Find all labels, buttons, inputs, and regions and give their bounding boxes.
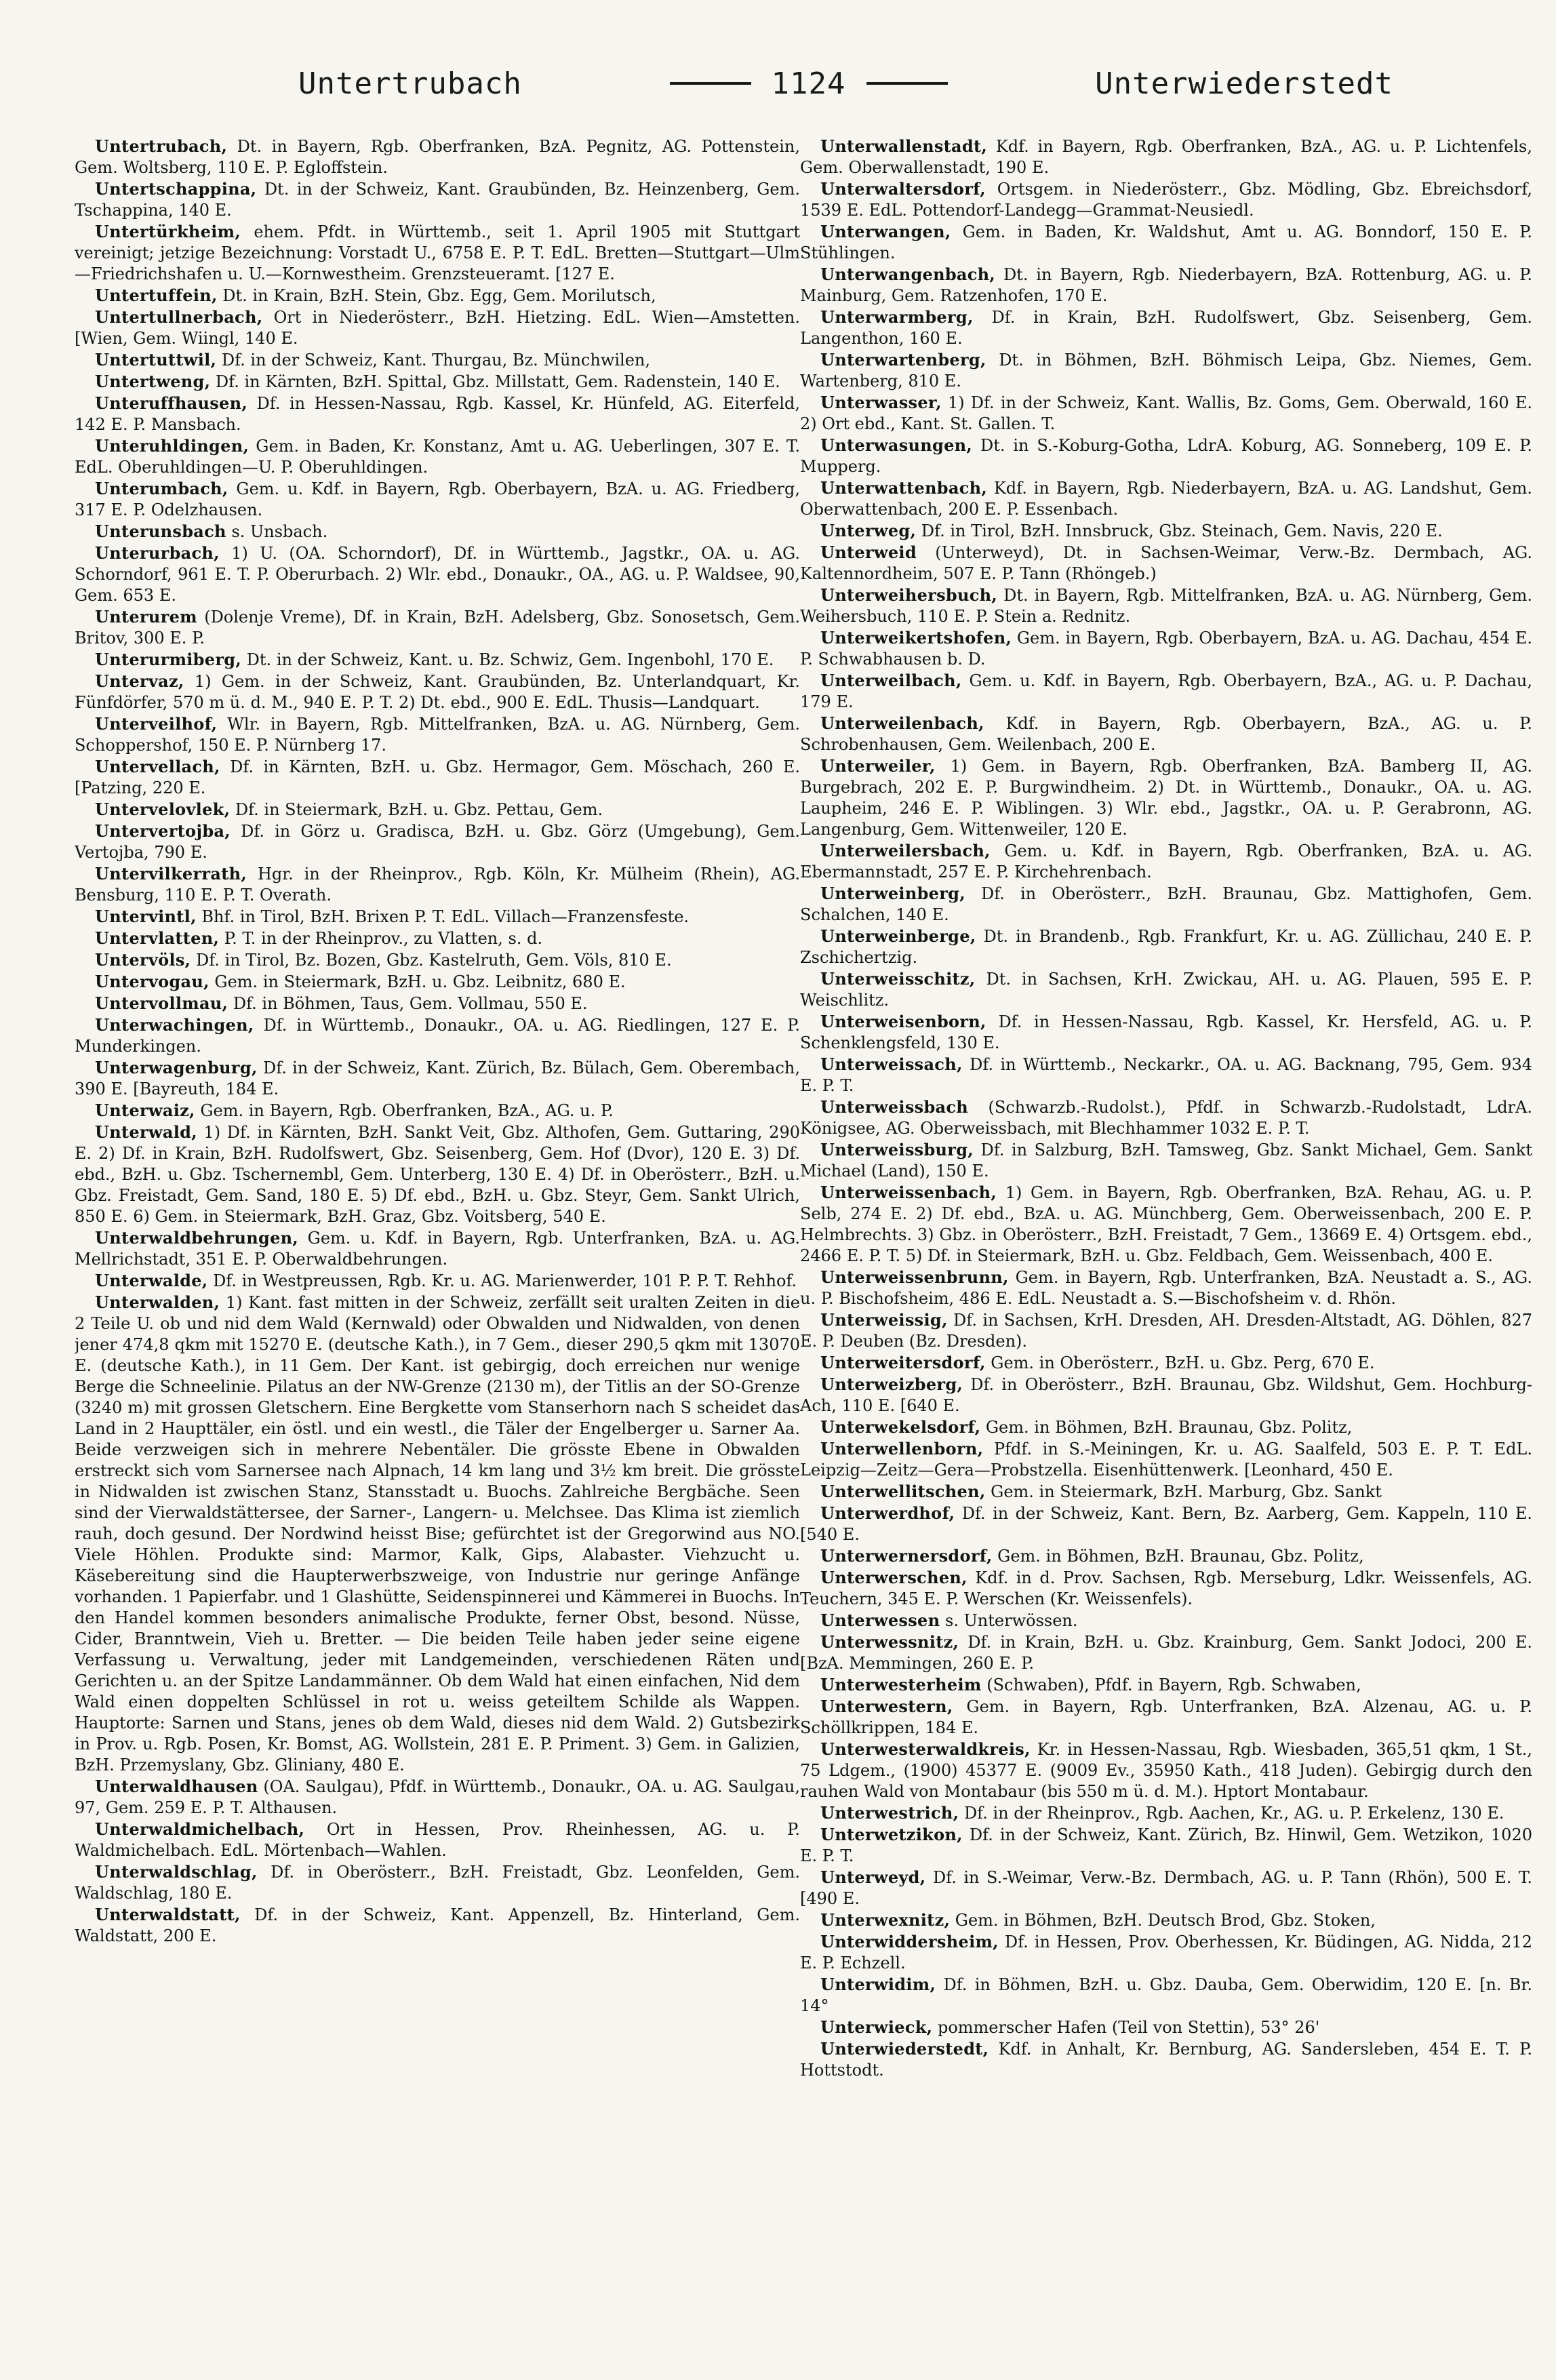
- gazetteer-entry: [75, 542, 800, 606]
- entry-text: Ortsgem. in Niederösterr., Gbz. Mödling, Gbz. Ebreichsdorf, 1539 E. EdL. Pottendorf-Landegg—Grammat-Neusiedl.: [800, 180, 1532, 220]
- gazetteer-entry: [800, 1909, 1532, 1931]
- entry-text: Wlr. in Bayern, Rgb. Mittelfranken, BzA. u. AG. Nürnberg, Gem. Schoppershof, 150 E. P. Nürnberg 17.: [75, 715, 800, 755]
- entry-text: (Unterweyd), Dt. in Sachsen-Weimar, Verw.-Bz. Dermbach, AG. Kaltennordheim, 507 E. P. Tann (Rhöngeb.): [800, 543, 1532, 583]
- entry-text: 1) Df. in Kärnten, BzH. Sankt Veit, Gbz. Althofen, Gem. Guttaring, 290 E. 2) Df. in Krain, BzH. Rudolfswert, Gbz. Seisenberg, Gem. Hof (Dvor), 120 E. 3) Df. ebd., BzH. u. Gbz. Tschernembl, Gem. Unterberg, 130 E. 4) Df. in Oberösterr., BzH. u. Gbz. Freistadt, Gem. Sand, 180 E. 5) Df. ebd., BzH. u. Gbz. Steyr, Gem. Sankt Ulrich, 850 E. 6) Gem. in Steiermark, BzH. Graz, Gbz. Voitsberg, 540 E.: [75, 1123, 800, 1226]
- entry-headword: Unterwalden,: [95, 1292, 220, 1312]
- gazetteer-entry: [800, 1267, 1532, 1309]
- gazetteer-entry: [800, 968, 1532, 1011]
- entry-text: Df. in Württemb., Donaukr., OA. u. AG. Riedlingen, 127 E. P. Munderkingen.: [75, 1016, 800, 1056]
- gazetteer-entry: [75, 349, 800, 371]
- entry-headword: Unteruffhausen,: [95, 393, 248, 413]
- entry-headword: Untervertojba,: [95, 821, 231, 841]
- entry-text: Df. in Oberösterr., BzH. Braunau, Gbz. Wildshut, Gem. Hochburg-Ach, 110 E. [640 E.: [800, 1375, 1532, 1415]
- entry-text: Df. in Salzburg, BzH. Tamsweg, Gbz. Sankt Michael, Gem. Sankt Michael (Land), 150 E.: [800, 1141, 1532, 1181]
- entry-headword: Unterumbach,: [95, 479, 228, 498]
- gazetteer-entry: [75, 1122, 800, 1227]
- gazetteer-entry: [800, 1503, 1532, 1545]
- entry-headword: Untervogau,: [95, 972, 210, 991]
- gazetteer-entry: [75, 478, 800, 521]
- entry-headword: Unterurmiberg,: [95, 650, 242, 669]
- entry-text: 1) U. (OA. Schorndorf), Df. in Württemb., Jagstkr., OA. u. AG. Schorndorf, 961 E. T. P. Oberurbach. 2) Wlr. ebd., Donaukr., OA., AG. u. P. Waldsee, 90, Gem. 653 E.: [75, 544, 800, 605]
- gazetteer-entry: [800, 178, 1532, 221]
- entry-headword: Unterweihersbuch,: [820, 585, 998, 605]
- gazetteer-entry: [75, 1819, 800, 1861]
- entry-text: Df. in der Schweiz, Kant. Zürich, Bz. Hinwil, Gem. Wetzikon, 1020 E. P. T.: [800, 1825, 1532, 1865]
- entry-headword: Untervellach,: [95, 757, 220, 776]
- gazetteer-entry: [800, 713, 1532, 755]
- right-column: [800, 136, 1532, 2305]
- entry-text: Kdf. in Bayern, Rgb. Oberbayern, BzA., AG. u. P. Schrobenhausen, Gem. Weilenbach, 200 E.: [800, 714, 1532, 754]
- entry-text: Df. in Kärnten, BzH. Spittal, Gbz. Millstatt, Gem. Radenstein, 140 E.: [215, 372, 780, 391]
- gazetteer-entry: [800, 1610, 1532, 1631]
- entry-headword: Untertrubach,: [95, 136, 228, 156]
- entry-headword: Unterweinberge,: [820, 926, 976, 946]
- entry-text: (Schwaben), Pfdf. in Bayern, Rgb. Schwaben,: [986, 1675, 1361, 1694]
- gazetteer-entry: [800, 1309, 1532, 1352]
- gazetteer-entry: [800, 1802, 1532, 1824]
- entry-headword: Unterwasser,: [820, 393, 942, 412]
- entry-text: Gem. u. Kdf. in Bayern, Rgb. Unterfranken, BzA. u. AG. Mellrichstadt, 351 E. P. Oberwaldbehrungen.: [75, 1229, 800, 1269]
- entry-headword: Untervintl,: [95, 907, 197, 926]
- entry-text: Gem. in Bayern, Rgb. Unterfranken, BzA. Neustadt a. S., AG. u. P. Bischofsheim, 486 E. EdL. Neustadt a. S.—Bischofsheim v. d. Rhön.: [800, 1268, 1532, 1308]
- gazetteer-entry: [800, 926, 1532, 968]
- gazetteer-entry: [75, 949, 800, 971]
- gazetteer-entry: [75, 178, 800, 221]
- header-rule-left: [670, 82, 751, 85]
- gazetteer-entry: [75, 649, 800, 671]
- entry-text: Df. in Krain, BzH. Rudolfswert, Gbz. Seisenberg, Gem. Langenthon, 160 E.: [800, 308, 1532, 348]
- gazetteer-entry: [75, 1904, 800, 1947]
- entry-text: (Schwarzb.-Rudolst.), Pfdf. in Schwarzb.-Rudolstadt, LdrA. Königsee, AG. Oberweissbach, mit Blechhammer 1032 E. P. T.: [800, 1098, 1532, 1138]
- gazetteer-entry: [800, 1824, 1532, 1867]
- entry-text: Gem. in Oberösterr., BzH. u. Gbz. Perg, 670 E.: [991, 1353, 1375, 1372]
- gazetteer-entry: [75, 136, 800, 178]
- entry-text: Df. in Oberösterr., BzH. Freistadt, Gbz. Leonfelden, Gem. Waldschlag, 180 E.: [75, 1863, 800, 1903]
- entry-text: 1) Gem. in der Schweiz, Kant. Graubünden, Bz. Unterlandquart, Kr. Fünfdörfer, 570 m ü. d. M., 940 E. P. T. 2) Dt. ebd., 900 E. EdL. Thusis—Landquart.: [75, 672, 800, 712]
- page-header: [298, 53, 1393, 114]
- gazetteer-entry: [800, 349, 1532, 392]
- entry-text: Df. in Görz u. Gradisca, BzH. u. Gbz. Görz (Umgebung), Gem. Vertojba, 790 E.: [75, 822, 800, 862]
- gazetteer-entry: [800, 1631, 1532, 1674]
- gazetteer-entry: [800, 627, 1532, 670]
- gazetteer-entry: [800, 1374, 1532, 1416]
- gazetteer-entry: [800, 1931, 1532, 1974]
- entry-text: 1) Gem. in Bayern, Rgb. Oberfranken, BzA. Bamberg II, AG. Burgebrach, 202 E. P. Burgwindheim. 2) Dt. in Württemb., Donaukr., OA. u. AG. Laupheim, 246 E. P. Wiblingen. 3) Wlr. ebd., Jagstkr., OA. u. P. Gerabronn, AG. Langenburg, Gem. Wittenweiler, 120 E.: [800, 757, 1532, 839]
- entry-headword: Unterwagenburg,: [95, 1058, 258, 1077]
- gazetteer-entry: [75, 606, 800, 649]
- gazetteer-entry: [75, 221, 800, 285]
- entry-text: Gem. in Böhmen, BzH. Deutsch Brod, Gbz. Stoken,: [955, 1911, 1376, 1930]
- entry-text: Df. in Hessen, Prov. Oberhessen, Kr. Büdingen, AG. Nidda, 212 E. P. Echzell.: [800, 1932, 1532, 1972]
- entry-headword: Unterweilersbach,: [820, 841, 991, 860]
- entry-headword: Unterwalde,: [95, 1271, 208, 1290]
- entry-text: Kdf. in d. Prov. Sachsen, Rgb. Merseburg, Ldkr. Weissenfels, AG. Teuchern, 345 E. P. Werschen (Kr. Weissenfels).: [800, 1568, 1532, 1608]
- entry-headword: Unterweid: [820, 542, 917, 562]
- entry-headword: Unterweg,: [820, 521, 917, 540]
- gazetteer-entry: [75, 371, 800, 393]
- entry-text: Kdf. in Bayern, Rgb. Oberfranken, BzA., AG. u. P. Lichtenfels, Gem. Oberwallenstadt, 190 E.: [800, 137, 1532, 177]
- gazetteer-entry: [800, 542, 1532, 584]
- entry-text: Gem. in Böhmen, BzH. Braunau, Gbz. Politz,: [985, 1418, 1353, 1437]
- gazetteer-entry: [800, 392, 1532, 435]
- gazetteer-entry: [800, 1139, 1532, 1182]
- entry-text: Gem. in Baden, Kr. Konstanz, Amt u. AG. Ueberlingen, 307 E. T. EdL. Oberuhldingen—U. P. Oberuhldingen.: [75, 437, 800, 477]
- gazetteer-entry: [800, 264, 1532, 306]
- entry-headword: Unterweisenborn,: [820, 1012, 986, 1031]
- gazetteer-entry: [800, 1438, 1532, 1481]
- gazetteer-entry: [800, 477, 1532, 520]
- entry-headword: Untertullnerbach,: [95, 307, 263, 327]
- entry-headword: Unterwerschen,: [820, 1568, 967, 1587]
- entry-text: Df. in Tirol, BzH. Innsbruck, Gbz. Steinach, Gem. Navis, 220 E.: [921, 521, 1443, 540]
- entry-headword: Unterwaiz,: [95, 1100, 195, 1120]
- header-rule-right: [866, 82, 948, 85]
- entry-headword: Unterweissbach: [820, 1097, 969, 1117]
- entry-text: Dt. in Krain, BzH. Stein, Gbz. Egg, Gem. Morilutsch,: [222, 286, 656, 305]
- entry-text: Dt. in Bayern, Rgb. Mittelfranken, BzA. u. AG. Nürnberg, Gem. Weihersbuch, 110 E. P. Stein a. Rednitz.: [800, 586, 1532, 626]
- gazetteer-entry: [75, 906, 800, 928]
- gazetteer-entry: [800, 520, 1532, 542]
- entry-headword: Unterwallenstadt,: [820, 136, 988, 156]
- entry-headword: Unterwieck,: [820, 2017, 933, 2037]
- entry-text: Bhf. in Tirol, BzH. Brixen P. T. EdL. Villach—Franzensfeste.: [201, 907, 690, 926]
- entry-text: Dt. in S.-Koburg-Gotha, LdrA. Koburg, AG. Sonneberg, 109 E. P. Mupperg.: [800, 436, 1532, 476]
- entry-text: Ort in Hessen, Prov. Rheinhessen, AG. u. P. Waldmichelbach. EdL. Mörtenbach—Wahlen.: [75, 1820, 800, 1860]
- header-right-word: Unterwiederstedt: [1095, 66, 1393, 101]
- entry-text: P. T. in der Rheinprov., zu Vlatten, s. d.: [224, 929, 543, 948]
- entry-text: Df. in der Schweiz, Kant. Thurgau, Bz. Münchwilen,: [221, 351, 650, 370]
- entry-headword: Unterweikertshofen,: [820, 628, 1012, 648]
- entry-text: Gem. in Bayern, Rgb. Oberbayern, BzA. u. AG. Dachau, 454 E. P. Schwabhausen b. D.: [800, 629, 1532, 669]
- gazetteer-entry: [800, 1867, 1532, 1909]
- entry-headword: Unterurem: [95, 607, 197, 627]
- gazetteer-entry: [800, 1481, 1532, 1503]
- entry-text: 1) Kant. fast mitten in der Schweiz, zerfällt seit uralten Zeiten in die 2 Teile U. ob und nid dem Wald (Kernwald) oder Obwalden und Nidwalden, von denen jener 474,8 qkm mit 15270 E. (deutsche Kath.), in 7 Gem., dieser 290,5 qkm mit 13070 E. (deutsche Kath.), in 11 Gem. Der Kant. ist gebirgig, doch erreichen nur wenige Berge die Schneelinie. Pilatus an der NW-Grenze (2130 m), der Titlis an der SO-Grenze (3240 m) mit grossen Gletschern. Eine Bergkette vom Stanserhorn nach S scheidet das Land in 2 Haupttäler, ein östl. und ein westl., die Täler der Engelberger u. Sarner Aa. Beide verzweigen sich in mehrere Nebentäler. Die grösste Ebene in Obwalden erstreckt sich vom Sarnersee nach Alpnach, 14 km lang und 3½ km breit. Die grösste in Nidwalden ist zwischen Stanz, Stansstadt u. Buochs. Zahlreiche Bergbäche. Seen sind der Vierwaldstättersee, der Sarner-, Langern- u. Melchsee. Das Klima ist ziemlich rauh, doch gesund. Der Nordwind heisst Bise; gefürchtet ist der Gregorwind aus NO. Viele Höhlen. Produkte sind: Marmor, Kalk, Gips, Alabaster. Viehzucht u. Käsebereitung sind die Haupterwerbszweige, von Industrie nur geringe Anfänge vorhanden. 1 Papierfabr. und 1 Glashütte, Seidenspinnerei und Kämmerei in Buochs. In den Handel kommen besonders animalische Produkte, ferner Obst, besond. Nüsse, Cider, Branntwein, Vieh u. Bretter. — Die beiden Teile haben jeder seine eigene Verfassung u. Verwaltung, jeder mit Landgemeinden, verschiedenen Räten und Gerichten u. an der Spitze Landammänner. Ob dem Wald hat einen einfachen, Nid dem Wald einen doppelten Schlüssel in rot u. weiss geteiltem Schilde als Wappen. Hauptorte: Sarnen und Stans, jenes ob dem Wald, dieses nid dem Wald. 2) Gutsbezirk in Prov. u. Rgb. Posen, Kr. Bomst, AG. Wollstein, 281 E. P. Priment. 3) Gem. in Galizien, BzH. Przemyslany, Gbz. Gliniany, 480 E.: [75, 1293, 800, 1774]
- entry-headword: Unterwiddersheim,: [820, 1932, 999, 1951]
- entry-text: Gem. u. Kdf. in Bayern, Rgb. Oberfranken, BzA. u. AG. Ebermannstadt, 257 E. P. Kirchehrenbach.: [800, 841, 1532, 881]
- entry-headword: Unterwattenbach,: [820, 478, 988, 498]
- gazetteer-entry: [75, 671, 800, 713]
- left-column: [75, 136, 800, 2305]
- entry-headword: Untervöls,: [95, 950, 191, 970]
- entry-headword: Untervlatten,: [95, 928, 220, 948]
- entry-headword: Unterunsbach: [95, 521, 226, 541]
- entry-headword: Untervilkerrath,: [95, 864, 247, 884]
- entry-headword: Unterwekelsdorf,: [820, 1417, 981, 1437]
- entry-headword: Unterwangenbach,: [820, 264, 996, 284]
- gazetteer-entry: [75, 993, 800, 1014]
- gazetteer-entry: [800, 136, 1532, 178]
- entry-headword: Unterwerdhof,: [820, 1503, 955, 1523]
- entry-headword: Untertschappina,: [95, 179, 257, 199]
- entry-headword: Untertweng,: [95, 372, 211, 391]
- entry-headword: Unterwestern,: [820, 1697, 953, 1716]
- gazetteer-entry: [75, 820, 800, 863]
- gazetteer-entry: [75, 1100, 800, 1122]
- entry-text: Df. in Hessen-Nassau, Rgb. Kassel, Kr. Hersfeld, AG. u. P. Schenklengsfeld, 130 E.: [800, 1012, 1532, 1052]
- page-number: 1124: [771, 66, 846, 101]
- entry-text: Gem. u. Kdf. in Bayern, Rgb. Oberbayern, BzA. u. AG. Friedberg, 317 E. P. Odelzhausen.: [75, 479, 800, 519]
- gazetteer-entry: [75, 1014, 800, 1057]
- entry-text: Gem. in Bayern, Rgb. Oberfranken, BzA., AG. u. P.: [200, 1101, 614, 1120]
- entry-headword: Unterwarmberg,: [820, 307, 974, 327]
- entry-text: Df. in der Rheinprov., Rgb. Aachen, Kr., AG. u. P. Erkelenz, 130 E.: [963, 1804, 1504, 1823]
- entry-headword: Unterwaltersdorf,: [820, 179, 986, 199]
- entry-text: Gem. in Baden, Kr. Waldshut, Amt u. AG. Bonndorf, 150 E. P. Stühlingen.: [800, 222, 1532, 262]
- entry-headword: Unterweiler,: [820, 756, 936, 776]
- entry-headword: Unterweissburg,: [820, 1140, 974, 1159]
- entry-text: Hgr. in der Rheinprov., Rgb. Köln, Kr. Mülheim (Rhein), AG. Bensburg, 110 E. P. T. Overath.: [75, 865, 800, 905]
- gazetteer-entry: [75, 1292, 800, 1776]
- entry-text: Dt. in Brandenb., Rgb. Frankfurt, Kr. u. AG. Züllichau, 240 E. P. Zschichertzig.: [800, 927, 1532, 967]
- entry-headword: Untertürkheim,: [95, 222, 241, 241]
- entry-text: Gem. in Böhmen, BzH. Braunau, Gbz. Politz,: [997, 1547, 1364, 1566]
- gazetteer-entry: [800, 1054, 1532, 1096]
- gazetteer-entry: [800, 1096, 1532, 1139]
- gazetteer-entry: [75, 1776, 800, 1819]
- entry-text: Dt. in Böhmen, BzH. Böhmisch Leipa, Gbz. Niemes, Gem. Wartenberg, 810 E.: [800, 351, 1532, 391]
- entry-headword: Unterwellenborn,: [820, 1439, 984, 1459]
- gazetteer-entry: [800, 2017, 1532, 2038]
- entry-headword: Unterwaldhausen: [95, 1777, 258, 1796]
- gazetteer-entry: [75, 393, 800, 435]
- gazetteer-entry: [75, 756, 800, 799]
- gazetteer-entry: [800, 1974, 1532, 2017]
- entry-headword: Unterwangen,: [820, 222, 951, 241]
- gazetteer-entry: [800, 1545, 1532, 1567]
- entry-text: Df. in Württemb., Neckarkr., OA. u. AG. Backnang, 795, Gem. 934 E. P. T.: [800, 1055, 1532, 1095]
- gazetteer-entry: [75, 863, 800, 906]
- entry-headword: Unterweissenbach,: [820, 1183, 997, 1202]
- gazetteer-entry: [75, 1057, 800, 1100]
- entry-headword: Unterweilbach,: [820, 671, 962, 690]
- entry-text: ehem. Pfdt. in Württemb., seit 1. April 1905 mit Stuttgart vereinigt; jetzige Bezeichnung: Vorstadt U., 6758 E. P. T. EdL. Bretten—Stuttgart—Ulm—Friedrichshafen u. U.—Kornwestheim. Grenzsteueramt. [127 E.: [75, 222, 800, 283]
- entry-text: Df. in Sachsen, KrH. Dresden, AH. Dresden-Altstadt, AG. Döhlen, 827 E. P. Deuben (Bz. Dresden).: [800, 1311, 1532, 1351]
- gazetteer-entry: [75, 435, 800, 478]
- entry-headword: Unterwessnitz,: [820, 1632, 959, 1652]
- entry-text: Kdf. in Anhalt, Kr. Bernburg, AG. Sandersleben, 454 E. T. P. Hottstodt.: [800, 2040, 1532, 2080]
- entry-text: s. Unterwössen.: [945, 1611, 1078, 1630]
- entry-headword: Unterwestrich,: [820, 1803, 959, 1823]
- gazetteer-entry: [800, 1567, 1532, 1610]
- entry-text: Df. in Oberösterr., BzH. Braunau, Gbz. Mattighofen, Gem. Schalchen, 140 E.: [800, 884, 1532, 924]
- gazetteer-entry: [75, 1227, 800, 1270]
- gazetteer-entry: [800, 1674, 1532, 1696]
- entry-text: Df. in der Schweiz, Kant. Zürich, Bz. Bülach, Gem. Oberembach, 390 E. [Bayreuth, 184 E.: [75, 1058, 800, 1098]
- entry-headword: Unterwaldmichelbach,: [95, 1819, 305, 1839]
- entry-text: Dt. in der Schweiz, Kant. u. Bz. Schwiz, Gem. Ingenbohl, 170 E.: [246, 650, 774, 669]
- gazetteer-entry: [800, 883, 1532, 926]
- entry-headword: Untertuttwil,: [95, 350, 217, 370]
- entry-text: Df. in Kärnten, BzH. u. Gbz. Hermagor, Gem. Möschach, 260 E. [Patzing, 220 E.: [75, 757, 800, 797]
- entry-text: Df. in Westpreussen, Rgb. Kr. u. AG. Marienwerder, 101 P. P. T. Rehhof.: [213, 1271, 797, 1290]
- entry-text: s. Unsbach.: [231, 522, 328, 541]
- gazetteer-entry: [75, 971, 800, 993]
- entry-text: Dt. in Bayern, Rgb. Oberfranken, BzA. Pegnitz, AG. Pottenstein, Gem. Woltsberg, 110 E. P. Egloffstein.: [75, 137, 800, 177]
- gazetteer-entry: [800, 840, 1532, 883]
- entry-headword: Unterweyd,: [820, 1867, 926, 1887]
- gazetteer-entry: [800, 435, 1532, 477]
- entry-headword: Unterweissach,: [820, 1054, 963, 1074]
- entry-headword: Unterwaldschlag,: [95, 1862, 258, 1882]
- entry-headword: Unterwellitschen,: [820, 1482, 986, 1501]
- gazetteer-entry: [75, 928, 800, 949]
- gazetteer-entry: [800, 670, 1532, 713]
- gazetteer-entry: [75, 285, 800, 306]
- entry-text: Df. in Hessen-Nassau, Rgb. Kassel, Kr. Hünfeld, AG. Eiterfeld, 142 E. P. Mansbach.: [75, 394, 800, 434]
- entry-headword: Unterwidim,: [820, 1975, 936, 1994]
- entry-headword: Unterwernersdorf,: [820, 1546, 993, 1566]
- entry-text: (Dolenje Vreme), Df. in Krain, BzH. Adelsberg, Gbz. Sonosetsch, Gem. Britov, 300 E. P.: [75, 608, 800, 648]
- gazetteer-entry: [75, 306, 800, 349]
- gazetteer-entry: [75, 1270, 800, 1292]
- entry-headword: Unterwachingen,: [95, 1015, 254, 1035]
- entry-text: 1) Gem. in Bayern, Rgb. Oberfranken, BzA. Rehau, AG. u. P. Selb, 274 E. 2) Df. ebd., BzA. u. AG. Münchberg, Gem. Oberweissenbach, 200 E. P. Helmbrechts. 3) Gbz. in Oberösterr., BzH. Freistadt, 7 Gem., 13669 E. 4) Ortsgem. ebd., 2466 E. P. T. 5) Df. in Steiermark, BzH. u. Gbz. Feldbach, Gem. Weissenbach, 400 E.: [800, 1183, 1532, 1265]
- entry-headword: Unterwexnitz,: [820, 1910, 951, 1930]
- entry-headword: Untervelovlek,: [95, 799, 231, 819]
- header-page-number-group: [670, 66, 948, 101]
- gazetteer-entry: [800, 1416, 1532, 1438]
- entry-text: Df. in Böhmen, BzH. u. Gbz. Dauba, Gem. Oberwidim, 120 E. [n. Br. 14°: [800, 1975, 1532, 2015]
- gazetteer-entry: [800, 584, 1532, 627]
- gazetteer-entry: [800, 1011, 1532, 1054]
- entry-headword: Unteruhldingen,: [95, 436, 250, 456]
- entry-text: (OA. Saulgau), Pfdf. in Württemb., Donaukr., OA. u. AG. Saulgau, 97, Gem. 259 E. P. T. Althausen.: [75, 1777, 800, 1817]
- gazetteer-entry: [800, 1696, 1532, 1739]
- gazetteer-entry: [800, 1182, 1532, 1267]
- gazetteer-entry: [800, 221, 1532, 264]
- entry-headword: Unterveilhof,: [95, 714, 218, 734]
- entry-headword: Untertuffein,: [95, 285, 218, 305]
- entry-text: Df. in der Schweiz, Kant. Appenzell, Bz. Hinterland, Gem. Waldstatt, 200 E.: [75, 1905, 800, 1945]
- entry-text: Gem. in Bayern, Rgb. Unterfranken, BzA. Alzenau, AG. u. P. Schöllkrippen, 184 E.: [800, 1697, 1532, 1737]
- gazetteer-entry: [75, 1861, 800, 1904]
- entry-headword: Unterwasungen,: [820, 435, 973, 455]
- entry-text: Df. in Krain, BzH. u. Gbz. Krainburg, Gem. Sankt Jodoci, 200 E. [BzA. Memmingen, 260 E. P.: [800, 1633, 1532, 1673]
- entry-headword: Unterweizberg,: [820, 1374, 963, 1394]
- gazetteer-entry: [800, 2038, 1532, 2081]
- entry-headword: Unterweilenbach,: [820, 713, 984, 733]
- entry-text: Gem. in Steiermark, BzH. u. Gbz. Leibnitz, 680 E.: [214, 972, 626, 991]
- entry-text: Df. in der Schweiz, Kant. Bern, Bz. Aarberg, Gem. Kappeln, 110 E. [540 E.: [800, 1504, 1532, 1544]
- entry-text: Df. in Steiermark, BzH. u. Gbz. Pettau, Gem.: [235, 800, 603, 819]
- entry-headword: Unterwesterwaldkreis,: [820, 1739, 1031, 1759]
- entry-headword: Unterwartenberg,: [820, 350, 986, 370]
- entry-headword: Unterurbach,: [95, 543, 220, 563]
- entry-headword: Unterwetzikon,: [820, 1825, 963, 1844]
- entry-text: Df. in Tirol, Bz. Bozen, Gbz. Kastelruth, Gem. Völs, 810 E.: [195, 951, 672, 970]
- gazetteer-entry: [75, 521, 800, 542]
- entry-headword: Unterwessen: [820, 1610, 940, 1630]
- gazetteer-entry: [800, 1739, 1532, 1802]
- entry-text: Kdf. in Bayern, Rgb. Niederbayern, BzA. u. AG. Landshut, Gem. Oberwattenbach, 200 E. P. Essenbach.: [800, 479, 1532, 519]
- entry-text: Dt. in Sachsen, KrH. Zwickau, AH. u. AG. Plauen, 595 E. P. Weischlitz.: [800, 970, 1532, 1010]
- entry-headword: Unterwesterheim: [820, 1675, 982, 1694]
- entry-text: Dt. in der Schweiz, Kant. Graubünden, Bz. Heinzenberg, Gem. Tschappina, 140 E.: [75, 180, 800, 220]
- entry-text: Gem. u. Kdf. in Bayern, Rgb. Oberbayern, BzA., AG. u. P. Dachau, 179 E.: [800, 671, 1532, 711]
- entry-headword: Unterwald,: [95, 1122, 197, 1142]
- entry-headword: Unterweisschitz,: [820, 969, 976, 989]
- entry-headword: Unterwaldbehrungen,: [95, 1228, 299, 1248]
- entry-headword: Untervollmau,: [95, 993, 228, 1013]
- entry-text: Gem. in Steiermark, BzH. Marburg, Gbz. Sankt: [991, 1482, 1382, 1501]
- entry-headword: Unterweitersdorf,: [820, 1353, 986, 1372]
- entry-text: Kr. in Hessen-Nassau, Rgb. Wiesbaden, 365,51 qkm, 1 St., 75 Ldgem., (1900) 45377 E. (9009 Ev., 35950 Kath., 418 Juden). Gebirgig durch den rauhen Wald von Montabaur (bis 550 m ü. d. M.). Hptort Montabaur.: [800, 1740, 1532, 1801]
- gazetteer-entry: [75, 799, 800, 820]
- entry-headword: Unterweissig,: [820, 1310, 948, 1330]
- entry-text: Pfdf. in S.-Meiningen, Kr. u. AG. Saalfeld, 503 E. P. T. EdL. Leipzig—Zeitz—Gera—Probstzella. Eisenhüttenwerk. [Leonhard, 450 E.: [800, 1440, 1532, 1480]
- entry-headword: Unterwaldstatt,: [95, 1905, 241, 1924]
- gazetteer-entry: [800, 306, 1532, 349]
- entry-text: Dt. in Bayern, Rgb. Niederbayern, BzA. Rottenburg, AG. u. P. Mainburg, Gem. Ratzenhofen, 170 E.: [800, 265, 1532, 305]
- gazetteer-entry: [800, 755, 1532, 840]
- entry-headword: Unterwiederstedt,: [820, 2039, 989, 2059]
- entry-headword: Unterweinberg,: [820, 884, 965, 903]
- header-left-word: Untertrubach: [298, 66, 522, 101]
- entry-text: pommerscher Hafen (Teil von Stettin), 53° 26': [937, 2018, 1320, 2037]
- entry-text: 1) Df. in der Schweiz, Kant. Wallis, Bz. Goms, Gem. Oberwald, 160 E. 2) Ort ebd., Kant. St. Gallen. T.: [800, 393, 1532, 433]
- gazetteer-entry: [75, 713, 800, 756]
- entry-headword: Unterweissenbrunn,: [820, 1267, 1009, 1287]
- entry-text: Ort in Niederösterr., BzH. Hietzing. EdL. Wien—Amstetten. [Wien, Gem. Wiingl, 140 E.: [75, 308, 800, 348]
- gazetteer-entry: [800, 1352, 1532, 1374]
- entry-headword: Untervaz,: [95, 671, 184, 691]
- entry-text: Df. in S.-Weimar, Verw.-Bz. Dermbach, AG. u. P. Tann (Rhön), 500 E. T. [490 E.: [800, 1868, 1532, 1908]
- entry-text: Df. in Böhmen, Taus, Gem. Vollmau, 550 E.: [233, 994, 588, 1013]
